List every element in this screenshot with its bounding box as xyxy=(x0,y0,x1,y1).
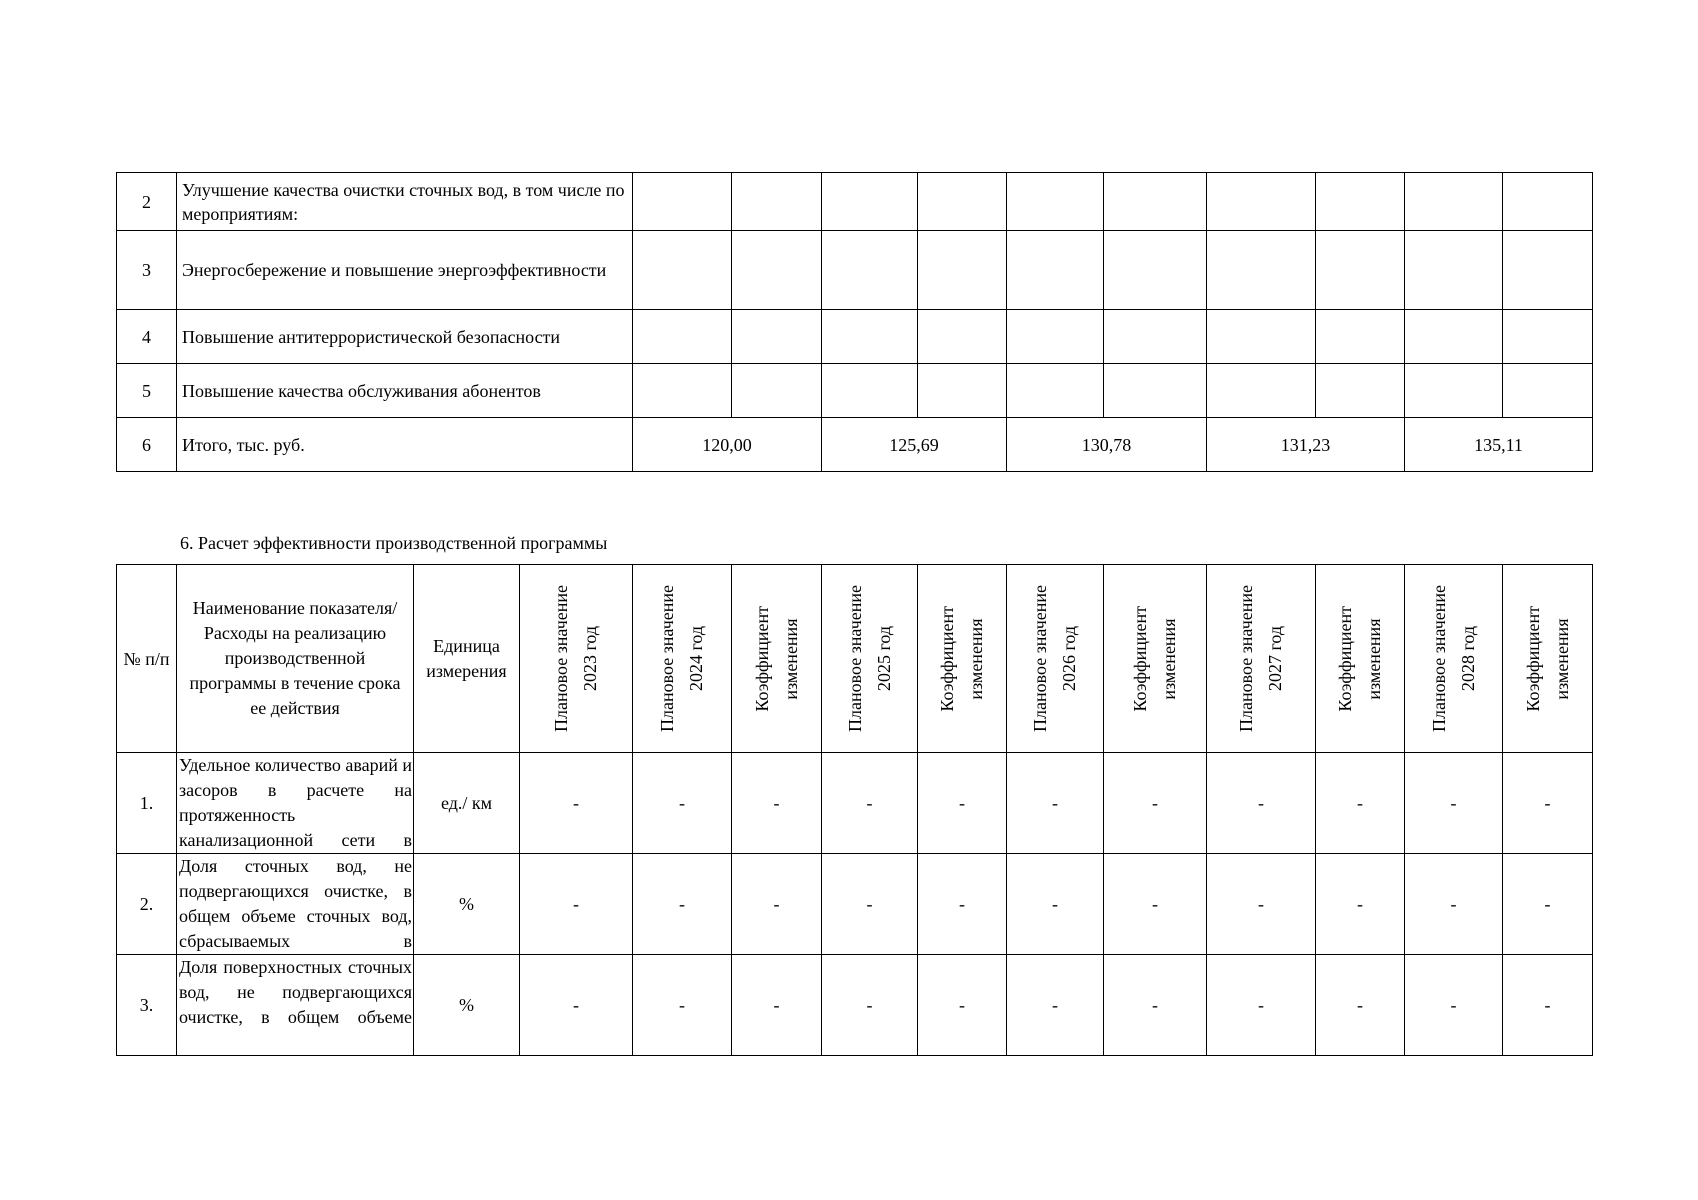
value-cell: - xyxy=(822,854,918,955)
table-row xyxy=(117,753,1593,854)
value-cell: - xyxy=(1207,854,1316,955)
header-coef: Коэффициент изменения xyxy=(732,565,822,753)
value-cell: - xyxy=(822,753,918,854)
empty-cell xyxy=(1316,231,1405,310)
empty-cell xyxy=(633,364,732,418)
empty-cell xyxy=(732,310,822,364)
header-coef: Коэффициент изменения xyxy=(1503,565,1593,753)
value-cell: - xyxy=(1104,854,1207,955)
table-row xyxy=(117,310,1593,364)
header-unit: Единица измерения xyxy=(414,565,520,753)
value-cell: - xyxy=(520,753,633,854)
efficiency-table xyxy=(116,564,1593,1056)
indicator-name: Доля сточных вод, не подвергающихся очистке, в общем объеме сточных вод, сбрасываемых в xyxy=(177,854,414,955)
empty-cell xyxy=(1405,231,1503,310)
empty-cell xyxy=(918,231,1007,310)
empty-cell xyxy=(822,364,918,418)
empty-cell xyxy=(1316,173,1405,231)
header-name: Наименование показателя/Расходы на реализацию производственной программы в течение срока ее действия xyxy=(177,565,414,753)
empty-cell xyxy=(822,310,918,364)
value-cell: - xyxy=(732,854,822,955)
empty-cell xyxy=(1207,173,1316,231)
value-cell: - xyxy=(1207,955,1316,1056)
empty-cell xyxy=(1503,310,1593,364)
value-cell: - xyxy=(732,955,822,1056)
header-plan-2025: Плановое значение 2025 год xyxy=(822,565,918,753)
value-cell: - xyxy=(1405,854,1503,955)
empty-cell xyxy=(822,231,918,310)
row-number: 4 xyxy=(117,310,177,364)
table-row xyxy=(117,854,1593,955)
empty-cell xyxy=(1405,364,1503,418)
table-row xyxy=(117,364,1593,418)
total-row xyxy=(117,418,1593,472)
row-name: Улучшение качества очистки сточных вод, в том числе по мероприятиям: xyxy=(177,173,633,231)
value-cell: - xyxy=(918,854,1007,955)
value-cell: - xyxy=(520,955,633,1056)
empty-cell xyxy=(1104,173,1207,231)
value-cell: - xyxy=(1207,753,1316,854)
value-cell: - xyxy=(1316,854,1405,955)
table-row xyxy=(117,955,1593,1056)
value-cell: - xyxy=(1503,753,1593,854)
header-plan-2026: Плановое значение 2026 год xyxy=(1007,565,1104,753)
header-coef: Коэффициент изменения xyxy=(1104,565,1207,753)
value-cell: - xyxy=(822,955,918,1056)
indicator-name: Доля поверхностных сточных вод, не подвергающихся очистке, в общем объеме xyxy=(177,955,414,1056)
header-plan-2023: Плановое значение 2023 год xyxy=(520,565,633,753)
empty-cell xyxy=(633,173,732,231)
row-number: 1. xyxy=(117,753,177,854)
value-cell: - xyxy=(1007,955,1104,1056)
unit-cell: % xyxy=(414,854,520,955)
empty-cell xyxy=(918,364,1007,418)
empty-cell xyxy=(822,173,918,231)
value-cell: - xyxy=(1104,955,1207,1056)
empty-cell xyxy=(918,173,1007,231)
value-cell: - xyxy=(520,854,633,955)
empty-cell xyxy=(732,364,822,418)
empty-cell xyxy=(918,310,1007,364)
empty-cell xyxy=(1503,231,1593,310)
empty-cell xyxy=(1207,364,1316,418)
value-cell: - xyxy=(1503,955,1593,1056)
total-2025: 125,69 xyxy=(822,418,1007,472)
value-cell: - xyxy=(1104,753,1207,854)
empty-cell xyxy=(1503,364,1593,418)
empty-cell xyxy=(732,173,822,231)
value-cell: - xyxy=(1405,753,1503,854)
empty-cell xyxy=(1316,364,1405,418)
row-name: Повышение качества обслуживания абонентов xyxy=(177,364,633,418)
value-cell: - xyxy=(1007,753,1104,854)
empty-cell xyxy=(1007,231,1104,310)
empty-cell xyxy=(1207,231,1316,310)
header-num: № п/п xyxy=(117,565,177,753)
value-cell: - xyxy=(1405,955,1503,1056)
empty-cell xyxy=(633,231,732,310)
total-2027: 131,23 xyxy=(1207,418,1405,472)
total-2026: 130,78 xyxy=(1007,418,1207,472)
value-cell: - xyxy=(918,753,1007,854)
empty-cell xyxy=(1007,364,1104,418)
row-name: Итого, тыс. руб. xyxy=(177,418,633,472)
empty-cell xyxy=(633,310,732,364)
unit-cell: % xyxy=(414,955,520,1056)
row-number: 3. xyxy=(117,955,177,1056)
empty-cell xyxy=(1104,364,1207,418)
empty-cell xyxy=(1316,310,1405,364)
expenses-table xyxy=(116,172,1593,472)
empty-cell xyxy=(1104,231,1207,310)
row-number: 5 xyxy=(117,364,177,418)
empty-cell xyxy=(1405,173,1503,231)
header-coef: Коэффициент изменения xyxy=(1316,565,1405,753)
empty-cell xyxy=(732,231,822,310)
empty-cell xyxy=(1207,310,1316,364)
indicator-name: Удельное количество аварий и засоров в расчете на протяженность канализационной сети в xyxy=(177,753,414,854)
empty-cell xyxy=(1104,310,1207,364)
row-name: Энергосбережение и повышение энергоэффективности xyxy=(177,231,633,310)
header-coef: Коэффициент изменения xyxy=(918,565,1007,753)
total-2024: 120,00 xyxy=(633,418,822,472)
section-title: 6. Расчет эффективности производственной программы xyxy=(180,533,608,553)
value-cell: - xyxy=(633,955,732,1056)
header-row xyxy=(117,565,1593,753)
empty-cell xyxy=(1405,310,1503,364)
row-number: 6 xyxy=(117,418,177,472)
row-number: 2. xyxy=(117,854,177,955)
total-2028: 135,11 xyxy=(1405,418,1593,472)
value-cell: - xyxy=(918,955,1007,1056)
value-cell: - xyxy=(1007,854,1104,955)
row-name: Повышение антитеррористической безопасности xyxy=(177,310,633,364)
value-cell: - xyxy=(633,753,732,854)
empty-cell xyxy=(1007,310,1104,364)
empty-cell xyxy=(1007,173,1104,231)
row-number: 3 xyxy=(117,231,177,310)
empty-cell xyxy=(1503,173,1593,231)
row-number: 2 xyxy=(117,173,177,231)
header-plan-2027: Плановое значение 2027 год xyxy=(1207,565,1316,753)
header-plan-2028: Плановое значение 2028 год xyxy=(1405,565,1503,753)
table-row xyxy=(117,173,1593,231)
value-cell: - xyxy=(1316,753,1405,854)
value-cell: - xyxy=(1503,854,1593,955)
unit-cell: ед./ км xyxy=(414,753,520,854)
value-cell: - xyxy=(633,854,732,955)
value-cell: - xyxy=(732,753,822,854)
table-row xyxy=(117,231,1593,310)
header-plan-2024: Плановое значение 2024 год xyxy=(633,565,732,753)
value-cell: - xyxy=(1316,955,1405,1056)
